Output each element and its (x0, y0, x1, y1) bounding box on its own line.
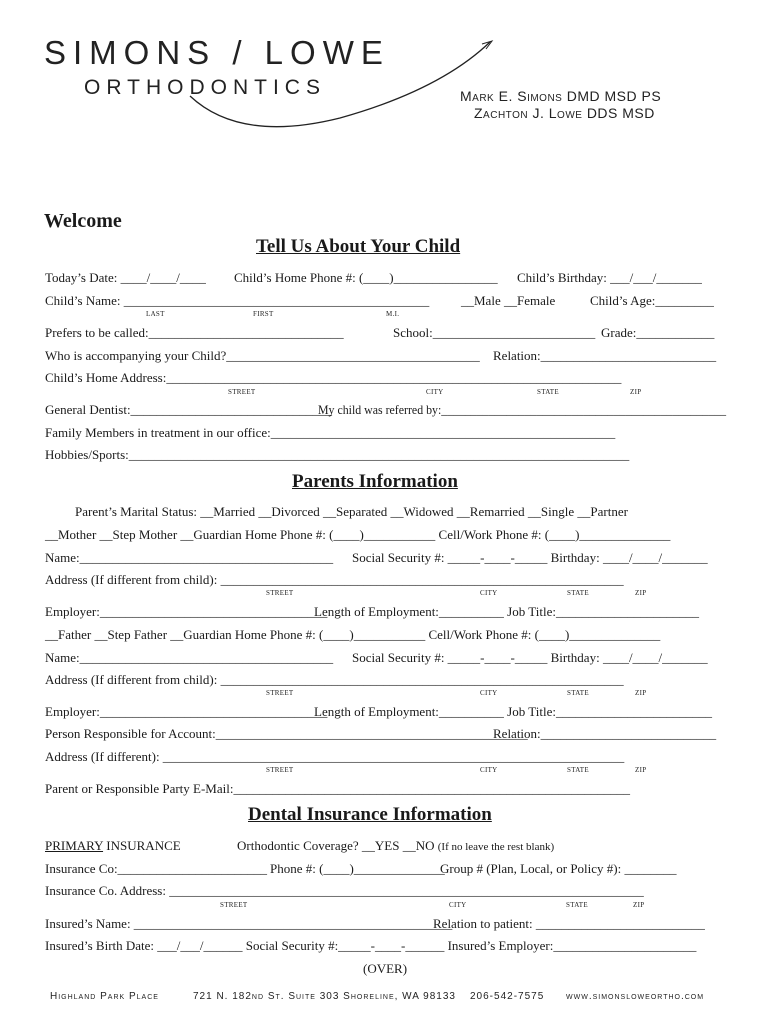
mother-ssn-birthday-field[interactable]: Social Security #: _____-____-_____ Birthday: ____/____/_______ (352, 550, 708, 565)
hobbies-field[interactable]: Hobbies/Sports:_____________________________________________________________________________ (45, 447, 630, 462)
responsible-person-field[interactable]: Person Responsible for Account:________________________________________________ (45, 726, 528, 741)
family-members-field[interactable]: Family Members in treatment in our office:_____________________________________________________ (45, 425, 616, 440)
label-city: CITY (480, 589, 498, 597)
child-name-field[interactable]: Child’s Name: _______________________________________________ (45, 293, 430, 308)
grade-field[interactable]: Grade:____________ (601, 325, 715, 340)
over-note: (OVER) (363, 961, 408, 976)
primary-insurance-heading (45, 838, 181, 854)
responsible-relation-field[interactable]: Relation:___________________________ (493, 726, 717, 741)
label-state: STATE (537, 388, 559, 396)
label-state: STATE (566, 901, 588, 909)
doctor-name-1: Mark E. Simons DMD MSD PS (460, 88, 662, 104)
responsible-address-field[interactable]: Address (If different): _______________________________________________________________________ (45, 749, 625, 764)
footer-address: 721 N. 182nd St. Suite 303 Shoreline, WA 98133 (193, 991, 456, 1002)
label-state: STATE (567, 689, 589, 697)
logo-subtitle: ORTHODONTICS (84, 76, 326, 99)
mother-name-field[interactable]: Name:_______________________________________ (45, 550, 334, 565)
relation-field[interactable]: Relation:___________________________ (493, 348, 717, 363)
label-zip: ZIP (630, 388, 642, 396)
insured-birth-ssn-employer-field[interactable]: Insured’s Birth Date: ___/___/______ Social Security #:_____-____-______ Insured’s Employer:______________________ (45, 938, 697, 953)
footer-place: Highland Park Place (50, 991, 159, 1002)
label-street: STREET (228, 388, 256, 396)
father-ssn-birthday-field[interactable]: Social Security #: _____-____-_____ Birthday: ____/____/_______ (352, 650, 708, 665)
child-section-title: Tell Us About Your Child (256, 236, 461, 257)
insurance-co-field[interactable]: Insurance Co:_______________________ (45, 861, 268, 876)
gender-checkboxes[interactable]: __Male __Female (461, 293, 556, 308)
general-dentist-field[interactable]: General Dentist:_______________________________ (45, 402, 333, 417)
school-field[interactable]: School:_________________________ (393, 325, 596, 340)
label-zip: ZIP (635, 589, 647, 597)
parents-section-title: Parents Information (292, 471, 458, 492)
father-name-field[interactable]: Name:_______________________________________ (45, 650, 334, 665)
parent-email-field[interactable]: Parent or Responsible Party E-Mail:_____________________________________________________________ (45, 781, 630, 796)
label-last: LAST (146, 310, 165, 318)
insurance-section-title: Dental Insurance Information (248, 804, 492, 825)
group-number-field[interactable]: Group # (Plan, Local, or Policy #): ________ (440, 861, 677, 876)
label-city: CITY (480, 766, 498, 774)
insurance-phone-field[interactable]: Phone #: (____)______________ (270, 861, 445, 876)
child-home-address-field[interactable]: Child’s Home Address:______________________________________________________________________ (45, 370, 622, 385)
label-city: CITY (480, 689, 498, 697)
label-zip: ZIP (635, 689, 647, 697)
accompanying-field[interactable]: Who is accompanying your Child?_______________________________________ (45, 348, 480, 363)
logo-swoosh-icon (180, 38, 500, 138)
insured-name-field[interactable]: Insured’s Name: _________________________________________________ (45, 916, 453, 931)
father-employer-field[interactable]: Employer:___________________________________ (45, 704, 328, 719)
insurance-label: INSURANCE (103, 838, 181, 853)
label-state: STATE (567, 589, 589, 597)
coverage-note: (If no leave the rest blank) (437, 841, 555, 853)
logo-wordmark: SIMONS / LOWE (44, 34, 390, 71)
label-zip: ZIP (635, 766, 647, 774)
label-state: STATE (567, 766, 589, 774)
label-street: STREET (266, 689, 294, 697)
primary-label: PRIMARY (45, 838, 104, 853)
label-city: CITY (426, 388, 444, 396)
footer-phone: 206-542-7575 (470, 991, 545, 1002)
child-birthday-field[interactable]: Child’s Birthday: ___/___/_______ (517, 270, 702, 285)
mother-employment-jobtitle-field[interactable]: Length of Employment:__________ Job Title:______________________ (314, 604, 699, 619)
insurance-address-field[interactable]: Insurance Co. Address: _________________________________________________________________________ (45, 883, 644, 898)
label-mi: M.I. (386, 310, 400, 318)
label-zip: ZIP (633, 901, 645, 909)
footer-website[interactable]: www.simonsloweortho.com (566, 991, 705, 1002)
mother-employer-field[interactable]: Employer:___________________________________ (45, 604, 328, 619)
relation-to-patient-field[interactable]: Relation to patient: __________________________ (433, 916, 705, 931)
label-street: STREET (266, 589, 294, 597)
father-address-field[interactable]: Address (If different from child): ______________________________________________________________ (45, 672, 624, 687)
label-city: CITY (449, 901, 467, 909)
welcome-heading: Welcome (44, 210, 122, 232)
child-home-phone-field[interactable]: Child’s Home Phone #: (____)________________ (234, 270, 498, 285)
father-employment-jobtitle-field[interactable]: Length of Employment:__________ Job Title:________________________ (314, 704, 712, 719)
referred-by-field[interactable]: My child was referred by:________________________________________________ (318, 402, 727, 417)
mother-address-field[interactable]: Address (If different from child): ______________________________________________________________ (45, 572, 624, 587)
marital-status-field[interactable]: Parent’s Marital Status: __Married __Divorced __Separated __Widowed __Remarried __Single __Partner (75, 504, 628, 519)
label-street: STREET (266, 766, 294, 774)
label-street: STREET (220, 901, 248, 909)
child-age-field[interactable]: Child’s Age:_________ (590, 293, 714, 308)
label-first: FIRST (253, 310, 274, 318)
prefers-called-field[interactable]: Prefers to be called:______________________________ (45, 325, 344, 340)
todays-date-field[interactable]: Today’s Date: ____/____/____ (45, 270, 206, 285)
ortho-coverage-field[interactable] (237, 838, 554, 854)
father-role-phone-field[interactable]: __Father __Step Father __Guardian Home Phone #: (____)___________ Cell/Work Phone #: (____)______________ (45, 627, 661, 642)
doctor-name-2: Zachton J. Lowe DDS MSD (474, 105, 655, 121)
mother-role-phone-field[interactable]: __Mother __Step Mother __Guardian Home Phone #: (____)___________ Cell/Work Phone #: (____)______________ (45, 527, 671, 542)
ortho-coverage-label[interactable]: Orthodontic Coverage? __YES __NO (237, 838, 438, 853)
